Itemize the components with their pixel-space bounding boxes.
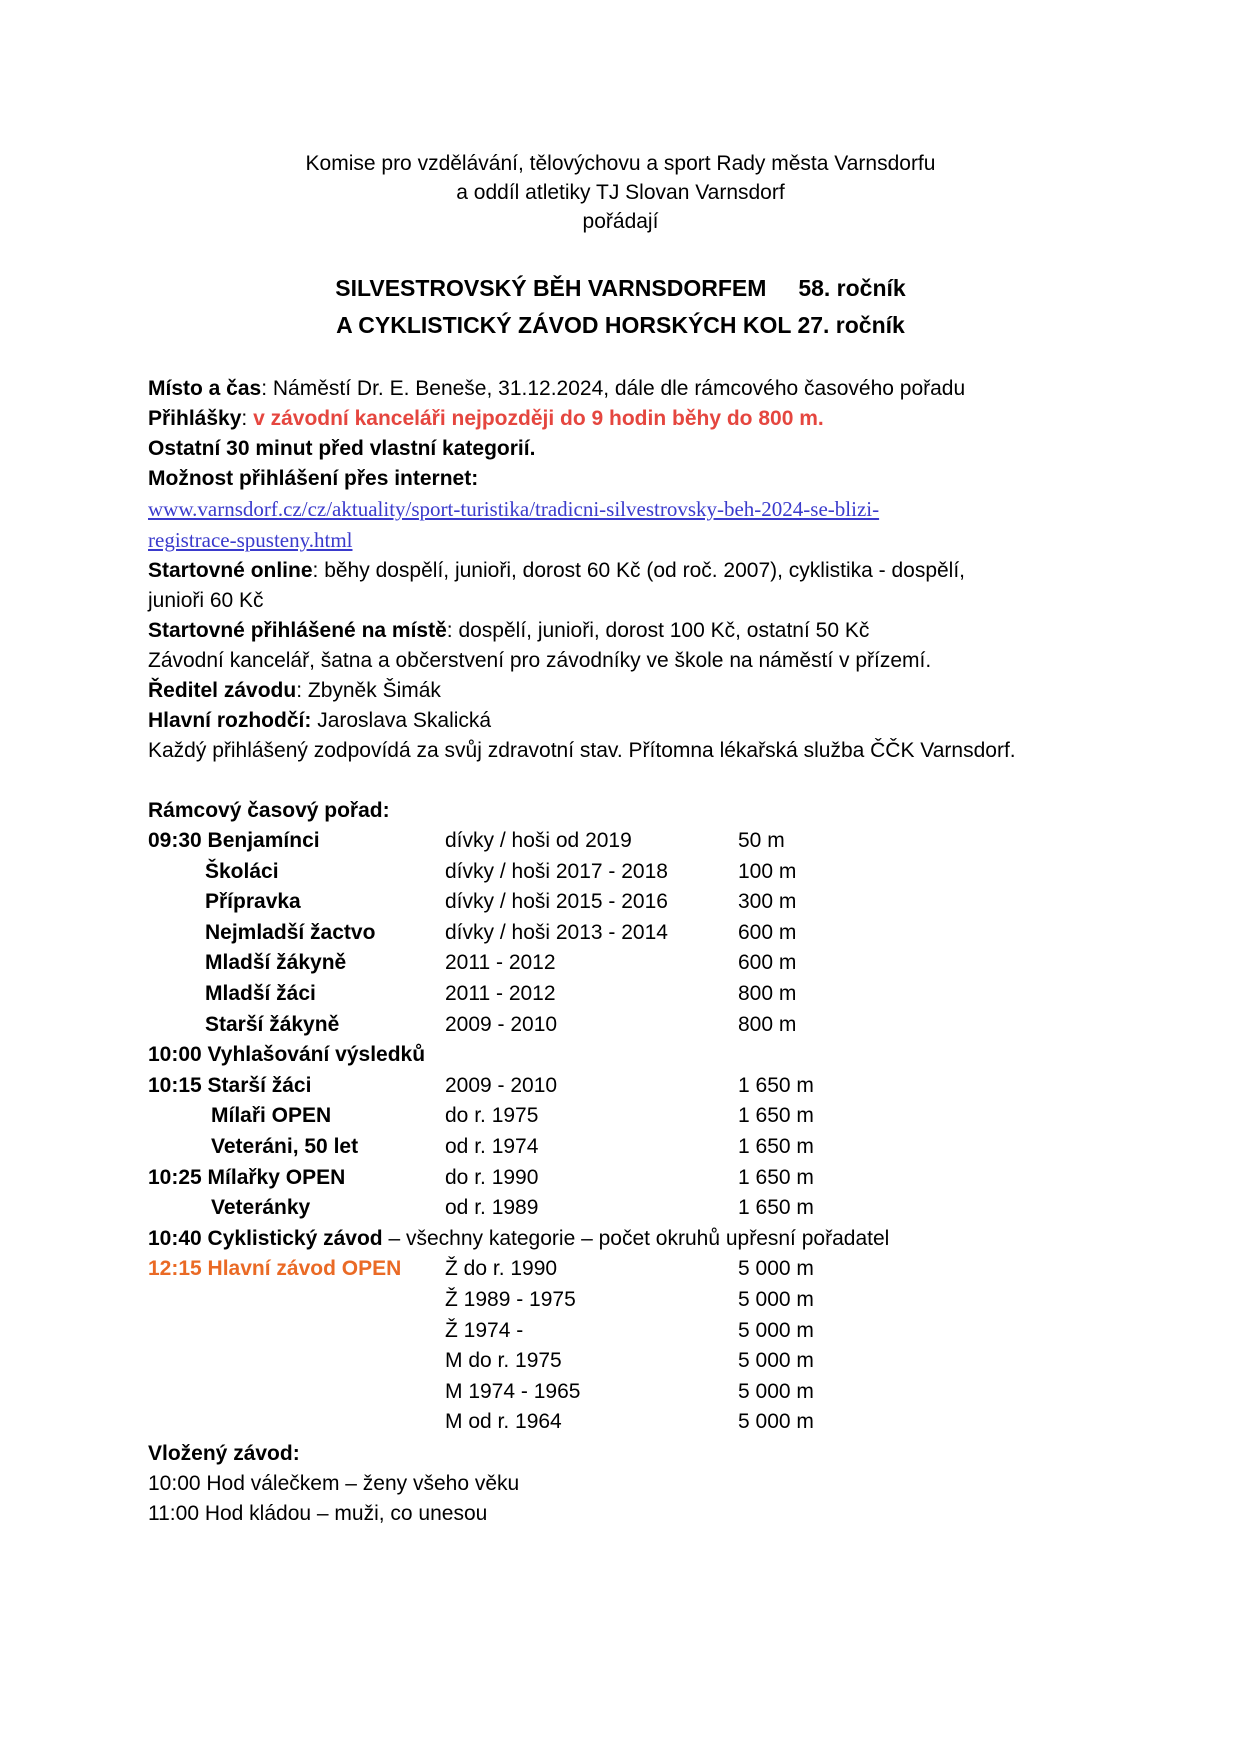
schedule-distance: 1 650 m [738, 1196, 814, 1220]
referee-label: Hlavní rozhodčí: [148, 709, 312, 732]
schedule-event: 12:15 Hlavní závod OPEN [148, 1257, 402, 1281]
fee-onsite-line [148, 616, 1108, 646]
side-events-title: Vložený závod: [148, 1442, 300, 1465]
registration-link[interactable]: www.varnsdorf.cz/cz/aktuality/sport-turistika/tradicni-silvestrovsky-beh-2024-se-blizi- [148, 497, 880, 521]
director-line [148, 676, 1108, 706]
schedule-row [148, 1193, 1108, 1224]
schedule-row [148, 1163, 1108, 1194]
fee-online-label: Startovné online [148, 559, 313, 582]
schedule-event [205, 857, 279, 887]
schedule-distance: 300 m [738, 890, 797, 914]
schedule-distance: 5 000 m [738, 1257, 814, 1281]
applications-label: Přihlášky [148, 407, 242, 430]
schedule-row [148, 826, 1108, 857]
schedule-row [148, 857, 1108, 888]
schedule-category: od r. 1989 [445, 1196, 539, 1220]
schedule-event [205, 887, 301, 917]
schedule-category: do r. 1990 [445, 1165, 539, 1189]
schedule-event [211, 1193, 310, 1223]
schedule-event: 10:25 Mílařky OPEN [148, 1165, 346, 1189]
schedule-category: dívky / hoši 2015 - 2016 [445, 890, 668, 914]
schedule-row [148, 887, 1108, 918]
schedule-event-name: Mladší žáci [205, 981, 316, 1005]
schedule-row [148, 1224, 1108, 1255]
schedule-event: 10:00 Vyhlašování výsledků [148, 1043, 426, 1067]
schedule-event-name: Veteránky [211, 1196, 311, 1220]
schedule-row [148, 1316, 1108, 1347]
schedule-event [205, 918, 375, 948]
schedule-distance: 1 650 m [738, 1104, 814, 1128]
schedule-rows [148, 826, 1108, 1438]
schedule-event [205, 979, 316, 1009]
schedule-event: 10:15 Starší žáci [148, 1073, 312, 1097]
applications-colon: : [241, 407, 254, 430]
director-name: : Zbyněk Šimák [296, 679, 441, 702]
schedule-category: do r. 1975 [445, 1104, 539, 1128]
schedule-event-note: – všechny kategorie – počet okruhů upřesní pořadatel [382, 1226, 890, 1250]
schedule-row [148, 1071, 1108, 1102]
schedule-row [148, 1010, 1108, 1041]
schedule-row [148, 948, 1108, 979]
schedule-category: od r. 1974 [445, 1134, 539, 1158]
schedule-title: Rámcový časový pořad: [148, 799, 390, 822]
place-line [148, 374, 1108, 404]
schedule-row [148, 1377, 1108, 1408]
schedule-row [148, 918, 1108, 949]
schedule-distance: 5 000 m [738, 1379, 814, 1403]
schedule-distance: 1 650 m [738, 1134, 814, 1158]
schedule-category: 2011 - 2012 [445, 981, 556, 1005]
registration-link-line-1 [148, 494, 1108, 525]
schedule-row [148, 1101, 1108, 1132]
schedule-distance: 5 000 m [738, 1287, 814, 1311]
schedule-event-name: Přípravka [205, 890, 301, 914]
schedule-category: Ž 1974 - [445, 1318, 524, 1342]
referee-name: Jaroslava Skalická [311, 709, 492, 732]
schedule-distance: 100 m [738, 859, 797, 883]
race-office-info: Závodní kancelář, šatna a občerstvení pro závodníky ve škole na náměstí v přízemí. [148, 649, 932, 672]
schedule-category: M do r. 1975 [445, 1349, 562, 1373]
schedule-row [148, 1132, 1108, 1163]
schedule-category: Ž do r. 1990 [445, 1257, 558, 1281]
schedule-category: 2009 - 2010 [445, 1012, 558, 1036]
schedule-category: dívky / hoši 2013 - 2014 [445, 920, 668, 944]
schedule-row [148, 979, 1108, 1010]
schedule-distance: 5 000 m [738, 1349, 814, 1373]
event-info [148, 374, 1108, 766]
side-event-2: 11:00 Hod kládou – muži, co unesou [148, 1502, 488, 1525]
registration-link-continued[interactable]: registrace-spusteny.html [148, 528, 353, 552]
title-line-2: A CYKLISTICKÝ ZÁVOD HORSKÝCH KOL 27. ročník [336, 312, 905, 338]
schedule-category: 2011 - 2012 [445, 951, 556, 975]
schedule-distance: 800 m [738, 1012, 797, 1036]
schedule-event-name: Školáci [205, 859, 279, 883]
schedule-event [211, 1101, 331, 1131]
schedule-distance: 5 000 m [738, 1410, 814, 1434]
place-value: : Náměstí Dr. E. Beneše, 31.12.2024, dále dle rámcového časového pořadu [261, 377, 966, 400]
schedule-event-name: Starší žákyně [205, 1012, 340, 1036]
place-label: Místo a čas [148, 377, 262, 400]
schedule-category: M 1974 - 1965 [445, 1379, 581, 1403]
applications-line [148, 404, 1108, 434]
schedule-category: dívky / hoši 2017 - 2018 [445, 859, 668, 883]
schedule-row [148, 1346, 1108, 1377]
schedule-event-name: Nejmladší žactvo [205, 920, 376, 944]
fee-online-value-continued: junioři 60 Kč [148, 589, 264, 612]
schedule-distance: 800 m [738, 981, 797, 1005]
schedule-event-name: Mílaři OPEN [211, 1104, 332, 1128]
fee-online-line [148, 556, 1108, 586]
schedule-event-name: Veteráni, 50 let [211, 1134, 359, 1158]
fee-onsite-label: Startovné přihlášené na místě [148, 619, 447, 642]
registration-link-line-2 [148, 525, 1108, 556]
schedule-distance: 1 650 m [738, 1165, 814, 1189]
schedule-distance: 1 650 m [738, 1073, 814, 1097]
schedule-category: 2009 - 2010 [445, 1073, 558, 1097]
schedule-event: 10:40 Cyklistický závod – všechny kategorie – počet okruhů upřesní pořadatel [148, 1226, 890, 1250]
applications-deadline: v závodní kanceláři nejpozději do 9 hodin běhy do 800 m. [253, 407, 824, 430]
schedule-distance: 600 m [738, 951, 797, 975]
schedule-event: 09:30 Benjamínci [148, 829, 320, 852]
header-line-2: a oddíl atletiky TJ Slovan Varnsdorf [456, 181, 785, 204]
schedule-row [148, 1040, 1108, 1071]
schedule-row [148, 1254, 1108, 1285]
organizer-header [0, 149, 1241, 236]
header-line-1: Komise pro vzdělávání, tělovýchovu a sport Rady města Varnsdorfu [305, 152, 936, 175]
title-line-1: SILVESTROVSKÝ BĚH VARNSDORFEM 58. ročník [335, 275, 906, 301]
online-registration-label: Možnost přihlášení přes internet: [148, 467, 479, 490]
referee-line [148, 706, 1108, 736]
fee-online-value: : běhy dospělí, junioři, dorost 60 Kč (od roč. 2007), cyklistika - dospělí, [312, 559, 966, 582]
schedule-row [148, 1407, 1108, 1438]
event-title [0, 270, 1241, 344]
health-notice: Každý přihlášený zodpovídá za svůj zdravotní stav. Přítomna lékařská služba ČČK Varnsdorf. [148, 739, 1016, 762]
schedule-distance: 5 000 m [738, 1318, 814, 1342]
schedule-distance: 50 m [738, 829, 785, 852]
side-event-1: 10:00 Hod válečkem – ženy všeho věku [148, 1472, 520, 1495]
director-label: Ředitel závodu [148, 679, 297, 702]
schedule-row [148, 1285, 1108, 1316]
schedule [148, 796, 1108, 1438]
schedule-category: dívky / hoši od 2019 [445, 829, 632, 852]
schedule-category: M od r. 1964 [445, 1410, 562, 1434]
others-deadline: Ostatní 30 minut před vlastní kategorií. [148, 437, 536, 460]
schedule-category: Ž 1989 - 1975 [445, 1287, 576, 1311]
schedule-event-name: Mladší žákyně [205, 951, 347, 975]
fee-onsite-value: : dospělí, junioři, dorost 100 Kč, ostatní 50 Kč [446, 619, 870, 642]
header-line-3: pořádají [582, 210, 659, 233]
schedule-event [205, 948, 346, 978]
side-events [148, 1439, 519, 1529]
schedule-distance: 600 m [738, 920, 797, 944]
schedule-event [211, 1132, 358, 1162]
schedule-event [205, 1010, 339, 1040]
